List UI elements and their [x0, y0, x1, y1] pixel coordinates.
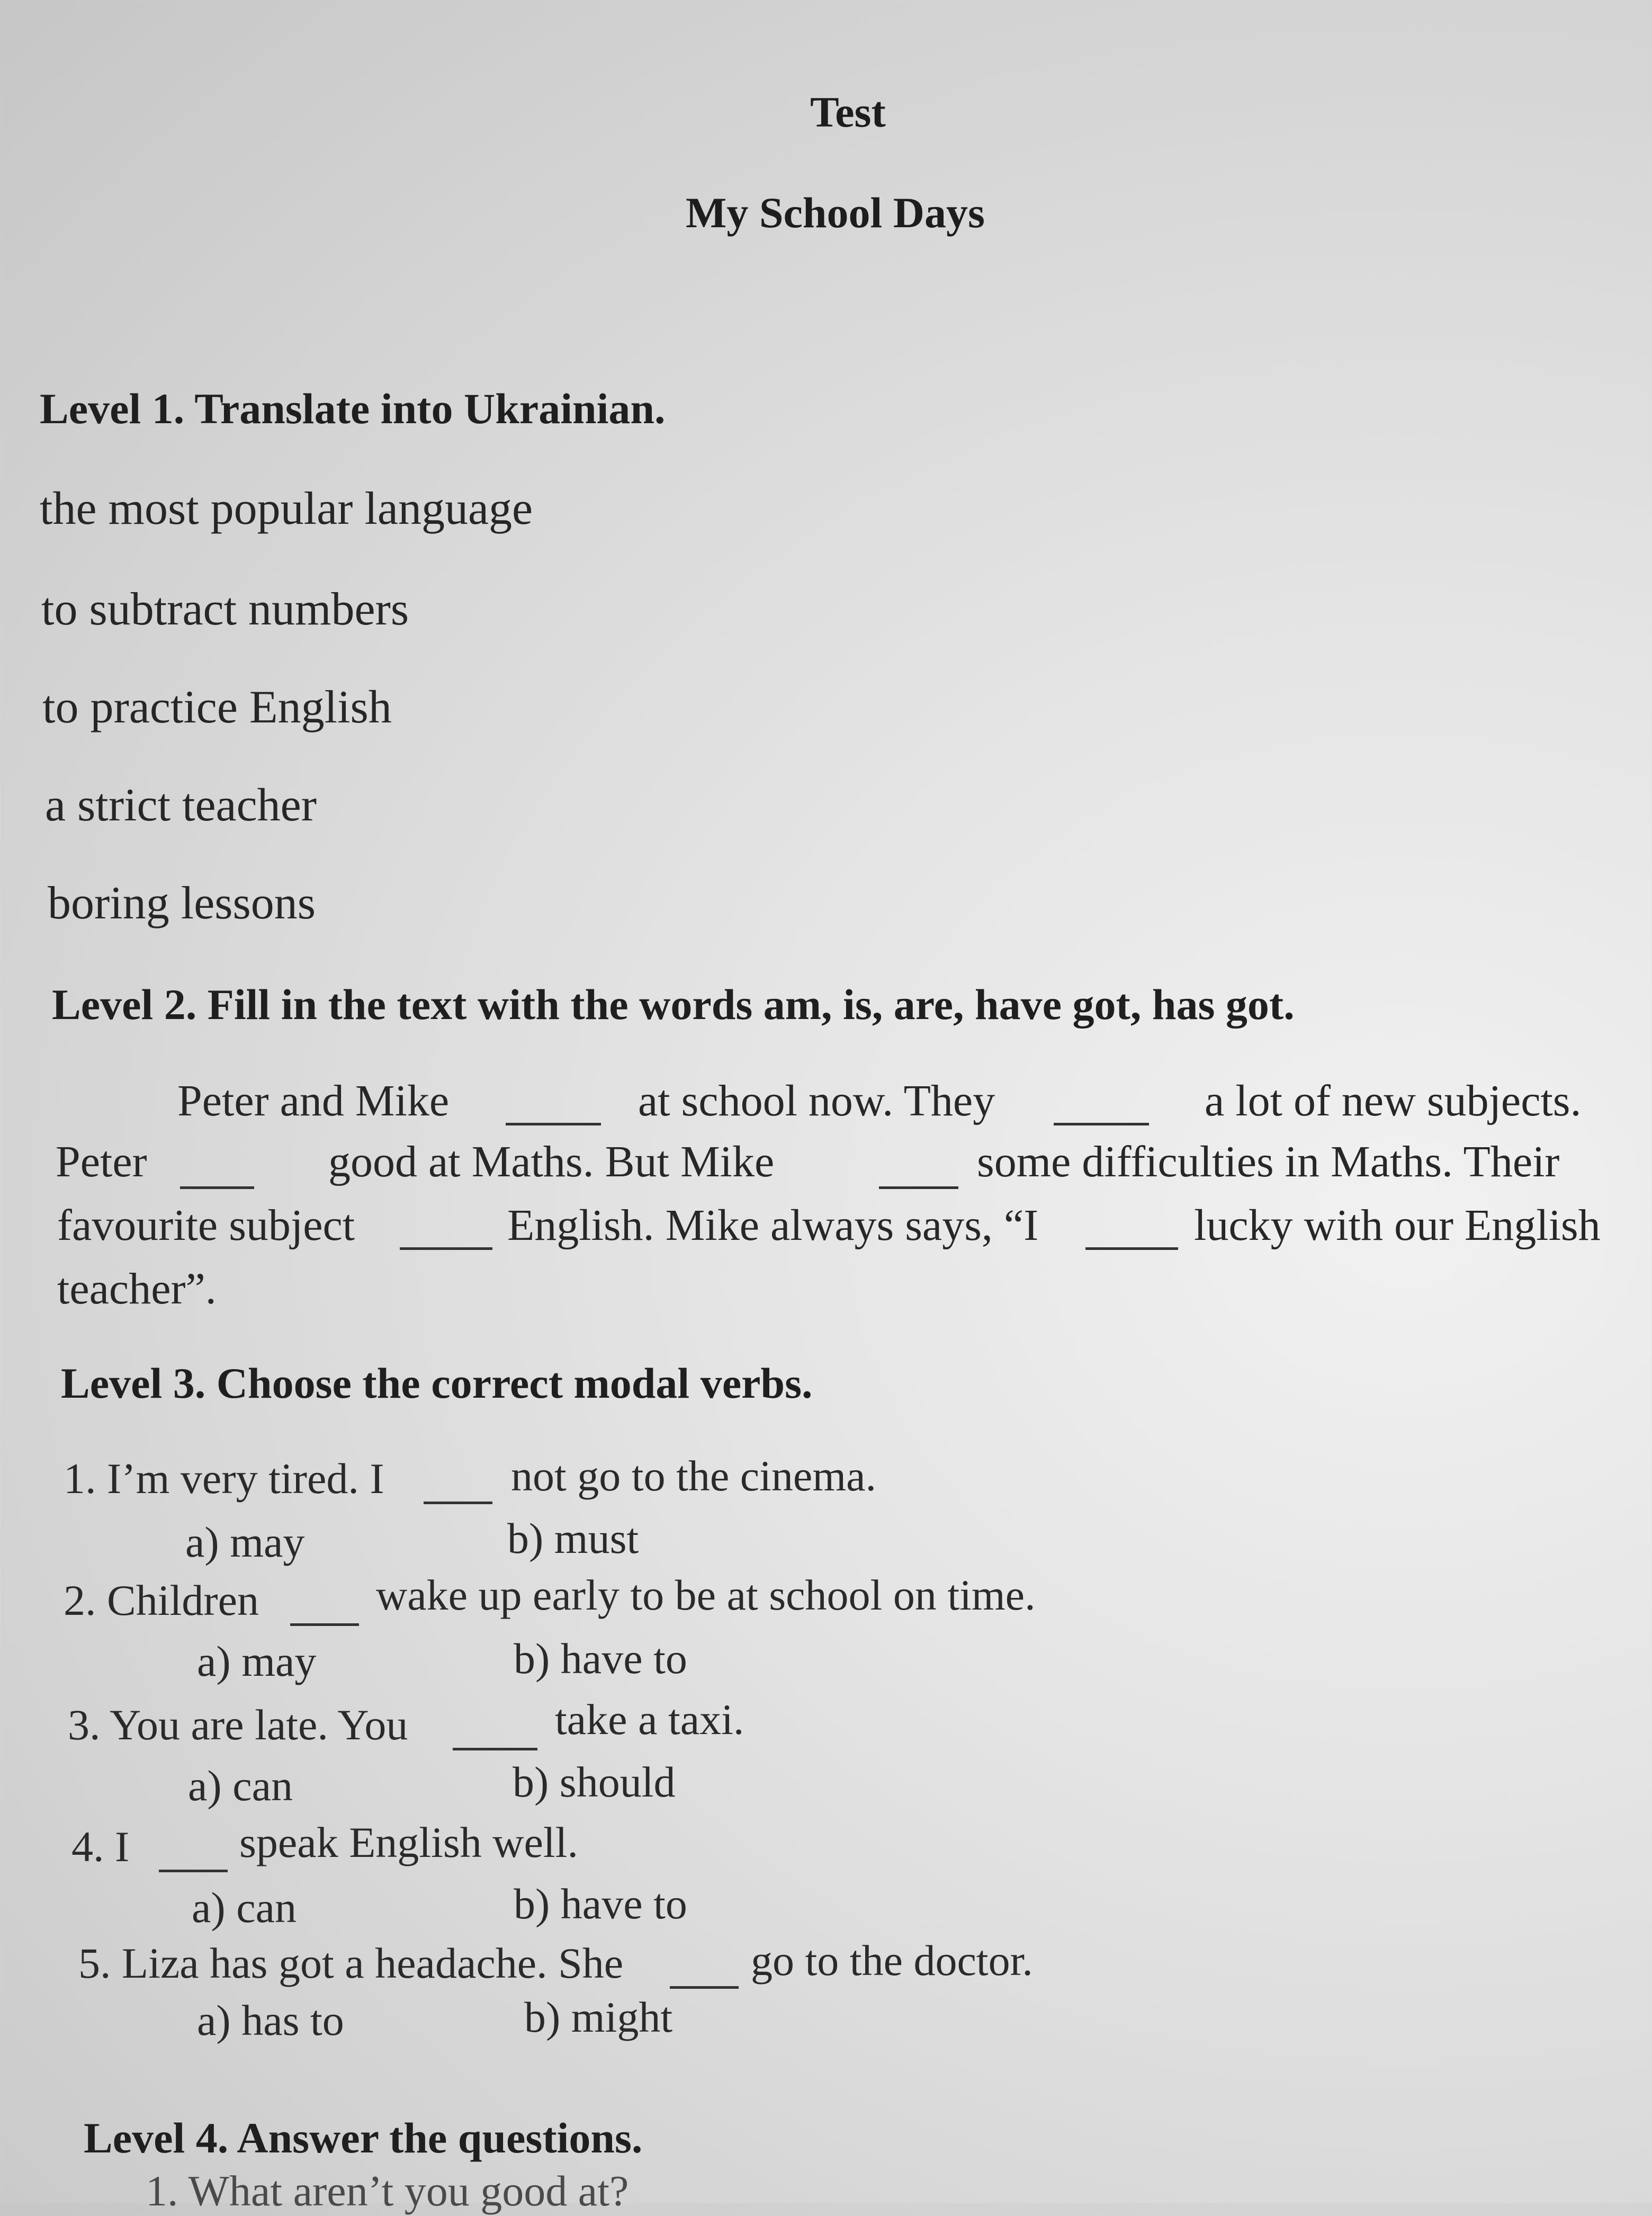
- level4-heading: Level 4. Answer the questions.: [84, 2114, 643, 2162]
- answer-blank: [670, 1954, 739, 1989]
- option-a: a) can: [188, 1762, 293, 1810]
- level3-heading: Level 3. Choose the correct modal verbs.: [61, 1359, 813, 1407]
- phrase-item: to practice English: [42, 682, 392, 733]
- answer-blank: [453, 1716, 537, 1750]
- question-stem: 5. Liza has got a headache. She: [78, 1939, 624, 1987]
- phrase-item: boring lessons: [48, 878, 316, 929]
- option-a: a) may: [185, 1518, 305, 1566]
- phrase-item: a strict teacher: [45, 780, 317, 831]
- option-b: b) might: [524, 1993, 673, 2041]
- option-b: b) have to: [514, 1634, 687, 1683]
- answer-blank: [1085, 1216, 1178, 1250]
- phrase-item: the most popular language: [40, 483, 533, 534]
- paragraph-text: a lot of new subjects.: [1205, 1076, 1582, 1125]
- answer-blank: [424, 1470, 492, 1504]
- answer-blank: [180, 1155, 254, 1189]
- option-b: b) have to: [514, 1880, 687, 1928]
- question-stem: 1. I’m very tired. I: [64, 1454, 384, 1503]
- paragraph-text: favourite subject: [57, 1201, 355, 1250]
- question-stem: 4. I: [71, 1822, 130, 1871]
- question-stem: 2. Children: [64, 1576, 259, 1624]
- paragraph-text: some difficulties in Maths. Their: [977, 1137, 1560, 1186]
- paragraph-text: Peter and Mike: [177, 1076, 450, 1125]
- question-item: 1. What aren’t you good at?: [146, 2167, 629, 2215]
- option-a: a) has to: [197, 1996, 344, 2044]
- page-title: Test: [810, 88, 886, 136]
- question-stem-end: wake up early to be at school on time.: [376, 1571, 1036, 1619]
- paragraph-text: good at Maths. But Mike: [328, 1137, 775, 1186]
- question-stem-end: not go to the cinema.: [511, 1452, 876, 1500]
- option-a: a) may: [197, 1637, 317, 1685]
- answer-blank: [506, 1091, 601, 1125]
- question-stem: 3. You are late. You: [68, 1701, 408, 1749]
- level1-heading: Level 1. Translate into Ukrainian.: [40, 385, 666, 433]
- page-subtitle: My School Days: [686, 189, 985, 237]
- level2-heading: Level 2. Fill in the text with the words am, is, are, have got, has got.: [52, 980, 1295, 1029]
- question-stem-end: take a taxi.: [555, 1695, 744, 1744]
- paragraph-text: Peter: [56, 1137, 147, 1186]
- paragraph-text: teacher”.: [57, 1264, 217, 1313]
- answer-blank: [290, 1592, 359, 1626]
- option-b: b) must: [507, 1514, 639, 1562]
- paragraph-text: lucky with our English: [1194, 1201, 1601, 1250]
- answer-blank: [879, 1155, 958, 1189]
- question-stem-end: speak English well.: [239, 1818, 578, 1866]
- phrase-item: to subtract numbers: [41, 584, 409, 635]
- paragraph-text: at school now. They: [638, 1076, 995, 1125]
- answer-blank: [159, 1838, 228, 1872]
- option-b: b) should: [513, 1758, 676, 1806]
- option-a: a) can: [192, 1883, 297, 1932]
- answer-blank: [400, 1216, 492, 1250]
- answer-blank: [1054, 1091, 1149, 1125]
- paragraph-text: English. Mike always says, “I: [507, 1201, 1039, 1250]
- question-stem-end: go to the doctor.: [751, 1936, 1033, 1985]
